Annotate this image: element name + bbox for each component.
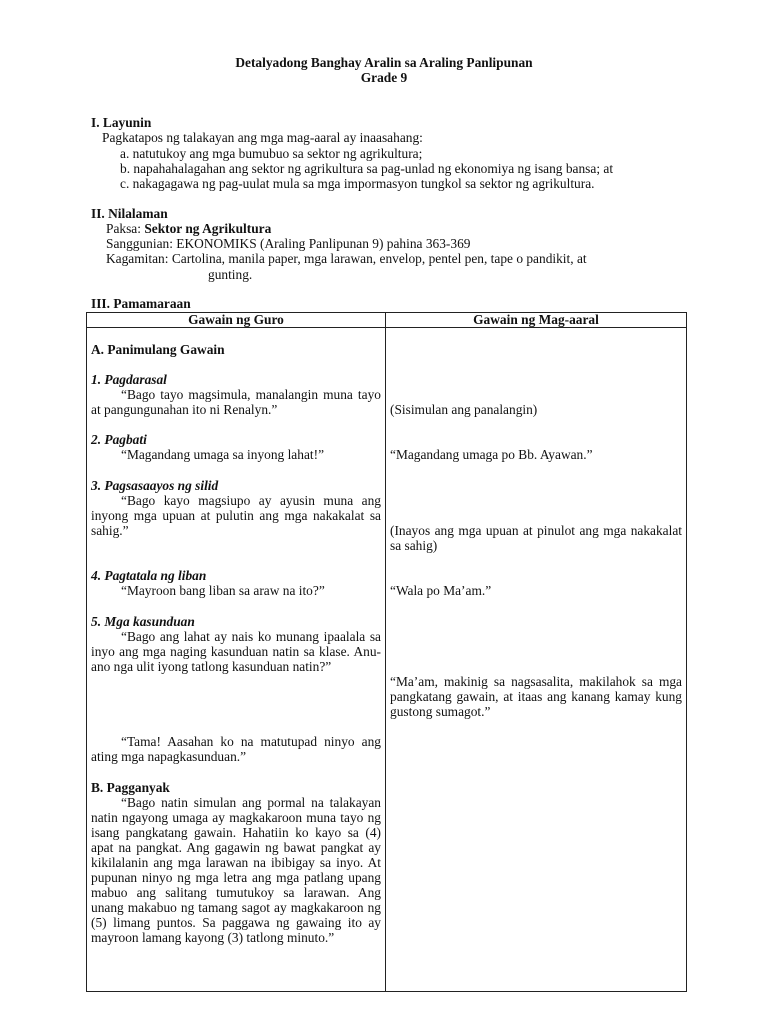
procedure-table (86, 312, 687, 992)
guro-pagdarasal: “Bago tayo magsimula, manalangin muna tayo at pangungunahan ito ni Renalyn.” (91, 387, 381, 417)
guro-pagbati: “Magandang umaga sa inyong lahat!” (121, 447, 325, 462)
layunin-item-b: b. napahahalagahan ang sektor ng agrikultura sa pag-unlad ng ekonomiya ng isang bansa; at (120, 161, 614, 176)
panimulang-gawain-heading: A. Panimulang Gawain (91, 342, 225, 357)
section-nilalaman-heading: II. Nilalaman (91, 206, 168, 221)
layunin-intro: Pagkatapos ng talakayan ang mga mag-aaral ay inaasahang: (102, 130, 423, 145)
layunin-item-a: a. natutukoy ang mga bumubuo sa sektor ng agrikultura; (120, 146, 423, 161)
magaaral-pagdarasal: (Sisimulan ang panalangin) (390, 402, 538, 417)
guro-tama: “Tama! Aasahan ko na matutupad ninyo ang ating mga napagkasunduan.” (91, 734, 381, 764)
step-title-pagsasaayos: 3. Pagsasaayos ng silid (91, 478, 219, 493)
magaaral-pagsasaayos: (Inayos ang mga upuan at pinulot ang mga nakakalat sa sahig) (390, 523, 682, 553)
magaaral-kasunduan: “Ma’am, makinig sa nagsasalita, makilahok sa mga pangkatang gawain, at itaas ang kanang kamay kung gustong sumagot.” (390, 674, 682, 719)
step-title-pagdarasal: 1. Pagdarasal (91, 372, 167, 387)
grade-level: Grade 9 (360, 70, 408, 85)
guro-column (87, 328, 385, 991)
kagamitan-line: Kagamitan: Cartolina, manila paper, mga larawan, envelop, pentel pen, tape o pandikit, at (106, 251, 587, 266)
column-header-guro: Gawain ng Guro (87, 313, 386, 328)
paksa-label: Paksa: (106, 221, 145, 236)
layunin-item-c: c. nakagagawa ng pag-uulat mula sa mga impormasyon tungkol sa sektor ng agrikultura. (120, 176, 595, 191)
section-pamamaraan-heading: III. Pamamaraan (91, 296, 191, 311)
guro-kasunduan: “Bago ang lahat ay nais ko munang ipaalala sa inyo ang mga naging kasunduan natin sa klase. Anu-ano nga ulit iyong tatlong kasunduan natin?” (91, 629, 381, 674)
column-header-magaaral: Gawain ng Mag-aaral (386, 313, 687, 328)
section-layunin-heading: I. Layunin (91, 115, 152, 130)
sanggunian-line: Sanggunian: EKONOMIKS (Araling Panlipunan 9) pahina 363-369 (106, 236, 471, 251)
step-title-pagbati: 2. Pagbati (91, 432, 147, 447)
guro-pagganyak: “Bago natin simulan ang pormal na talakayan natin ngayong umaga ay magkakaroon muna tayo ng isang pangkatang gawain. Hahatiin ko kayo sa (4) apat na pangkat. Ang gagawin ng bawat pangkat ay kikilalanin ang mga larawan na ibibigay sa inyo. At pupunan ninyo ng mga letra ang mga patlang upang mabuo ang salitang tumutukoy sa larawan. Ang unang makabuo ng tamang sagot ay magkakaroon ng (5) limang puntos. Sa paggawa ng gawaing ito ay mayroon lamang kayong (3) tatlong minuto.” (91, 795, 381, 945)
kagamitan-line-cont: gunting. (208, 267, 253, 282)
magaaral-pagbati: “Magandang umaga po Bb. Ayawan.” (390, 447, 593, 462)
magaaral-column (386, 328, 686, 991)
step-title-pagtatala: 4. Pagtatala ng liban (91, 568, 207, 583)
paksa-line (106, 221, 271, 236)
magaaral-pagtatala: “Wala po Ma’am.” (390, 583, 492, 598)
guro-pagtatala: “Mayroon bang liban sa araw na ito?” (121, 583, 325, 598)
guro-pagsasaayos: “Bago kayo magsiupo ay ayusin muna ang inyong mga upuan at pulutin ang mga nakakalat sa sahig.” (91, 493, 381, 538)
pagganyak-heading: B. Pagganyak (91, 780, 170, 795)
document-title: Detalyadong Banghay Aralin sa Araling Panlipunan (235, 55, 533, 70)
step-title-kasunduan: 5. Mga kasunduan (91, 614, 195, 629)
paksa-value: Sektor ng Agrikultura (144, 221, 272, 236)
